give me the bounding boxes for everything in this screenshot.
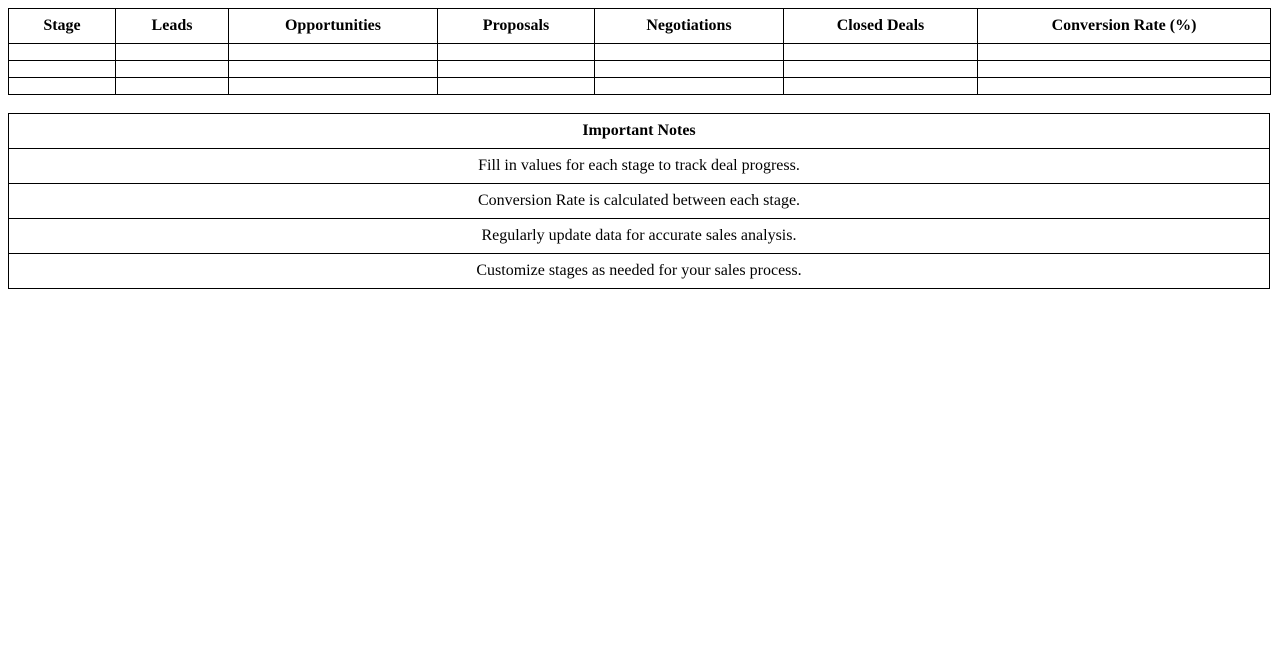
note-item: Conversion Rate is calculated between each stage. bbox=[9, 184, 1270, 219]
table-header-row bbox=[9, 9, 1271, 44]
table-cell[interactable] bbox=[784, 78, 978, 95]
note-row bbox=[9, 184, 1270, 219]
note-item: Fill in values for each stage to track deal progress. bbox=[9, 149, 1270, 184]
table-cell[interactable] bbox=[784, 61, 978, 78]
table-cell[interactable] bbox=[229, 61, 438, 78]
column-header-conversion-rate: Conversion Rate (%) bbox=[978, 9, 1271, 44]
table-cell[interactable] bbox=[595, 78, 784, 95]
table-row bbox=[9, 61, 1271, 78]
table-cell[interactable] bbox=[978, 61, 1271, 78]
table-cell[interactable] bbox=[784, 44, 978, 61]
table-cell[interactable] bbox=[9, 61, 116, 78]
column-header-stage: Stage bbox=[9, 9, 116, 44]
table-row bbox=[9, 78, 1271, 95]
table-cell[interactable] bbox=[9, 78, 116, 95]
notes-title: Important Notes bbox=[9, 114, 1270, 149]
sales-pipeline-table bbox=[8, 8, 1271, 95]
column-header-negotiations: Negotiations bbox=[595, 9, 784, 44]
table-cell[interactable] bbox=[595, 61, 784, 78]
table-cell[interactable] bbox=[229, 78, 438, 95]
important-notes-table bbox=[8, 113, 1270, 289]
column-header-opportunities: Opportunities bbox=[229, 9, 438, 44]
column-header-leads: Leads bbox=[116, 9, 229, 44]
table-cell[interactable] bbox=[978, 78, 1271, 95]
table-cell[interactable] bbox=[116, 61, 229, 78]
table-cell[interactable] bbox=[438, 44, 595, 61]
note-item: Regularly update data for accurate sales analysis. bbox=[9, 219, 1270, 254]
table-cell[interactable] bbox=[9, 44, 116, 61]
table-cell[interactable] bbox=[438, 78, 595, 95]
column-header-proposals: Proposals bbox=[438, 9, 595, 44]
column-header-closed-deals: Closed Deals bbox=[784, 9, 978, 44]
table-cell[interactable] bbox=[438, 61, 595, 78]
note-item: Customize stages as needed for your sales process. bbox=[9, 254, 1270, 289]
note-row bbox=[9, 149, 1270, 184]
table-cell[interactable] bbox=[116, 78, 229, 95]
table-cell[interactable] bbox=[978, 44, 1271, 61]
table-cell[interactable] bbox=[116, 44, 229, 61]
table-row bbox=[9, 44, 1271, 61]
notes-header-row bbox=[9, 114, 1270, 149]
table-cell[interactable] bbox=[229, 44, 438, 61]
note-row bbox=[9, 219, 1270, 254]
table-cell[interactable] bbox=[595, 44, 784, 61]
note-row bbox=[9, 254, 1270, 289]
